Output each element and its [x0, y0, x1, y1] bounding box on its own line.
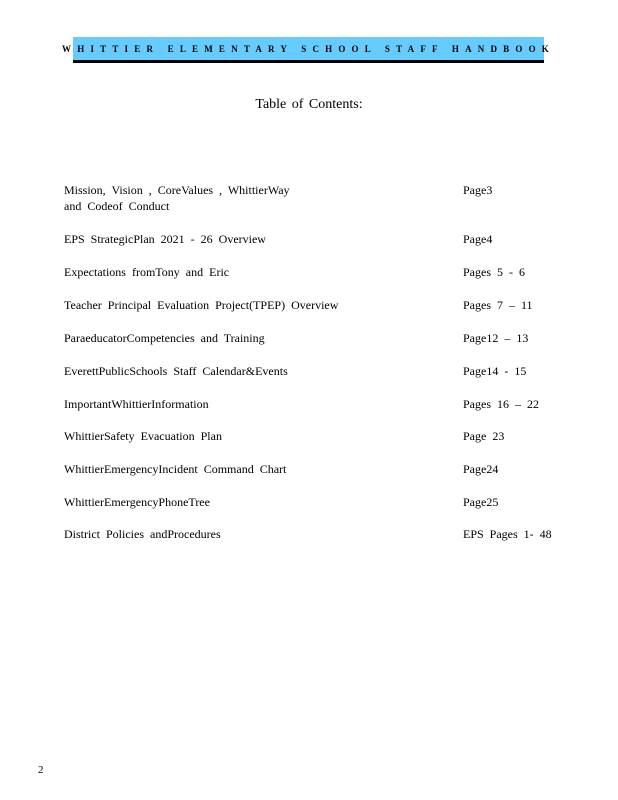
toc-entry-title: WhittierSafety Evacuation Plan	[64, 429, 222, 443]
toc-entry-title: EPS StrategicPlan 2021 - 26 Overview	[64, 232, 266, 246]
toc-entry-title: Expectations fromTony and Eric	[64, 265, 230, 279]
toc-entry-page: Page14 - 15	[463, 364, 527, 378]
toc-entry-page: EPS Pages 1- 48	[463, 527, 552, 541]
toc-title: Table of Contents:	[255, 97, 363, 112]
toc-entry-page: Page4	[463, 232, 493, 246]
toc-entry-page: Page 23	[463, 429, 505, 443]
toc-entry-page: Page3	[463, 183, 493, 197]
toc-entry-title: WhittierEmergencyPhoneTree	[64, 495, 210, 509]
toc-entry-page: Pages 7 – 11	[463, 298, 533, 312]
toc-entry-page: Pages 5 - 6	[463, 265, 525, 279]
toc-entry-title: EverettPublicSchools Staff Calendar&Events	[64, 364, 288, 378]
toc-entry-title-line: Mission, Vision , CoreValues , WhittierWay	[64, 183, 290, 197]
toc-entry-title	[64, 182, 444, 214]
toc-entry-page: Pages 16 – 22	[463, 397, 539, 411]
toc-entry-title: Teacher Principal Evaluation Project(TPEP) Overview	[64, 298, 339, 312]
page-number: 2	[38, 764, 44, 776]
handbook-title: WHITTIER ELEMENTARY SCHOOL STAFF HANDBOOK	[62, 43, 555, 54]
toc-entry-title: District Policies andProcedures	[64, 527, 221, 541]
toc-entry-title: ImportantWhittierInformation	[64, 397, 209, 411]
toc-entry-title: WhittierEmergencyIncident Command Chart	[64, 462, 287, 476]
handbook-header-banner	[62, 37, 555, 63]
toc-entry-title: ParaeducatorCompetencies and Training	[64, 331, 265, 345]
toc-entry-page: Page24	[463, 462, 499, 476]
toc-entry-page: Page25	[463, 495, 499, 509]
toc-entry-page: Page12 – 13	[463, 331, 529, 345]
toc-entry-title-line: and Codeof Conduct	[64, 199, 170, 213]
